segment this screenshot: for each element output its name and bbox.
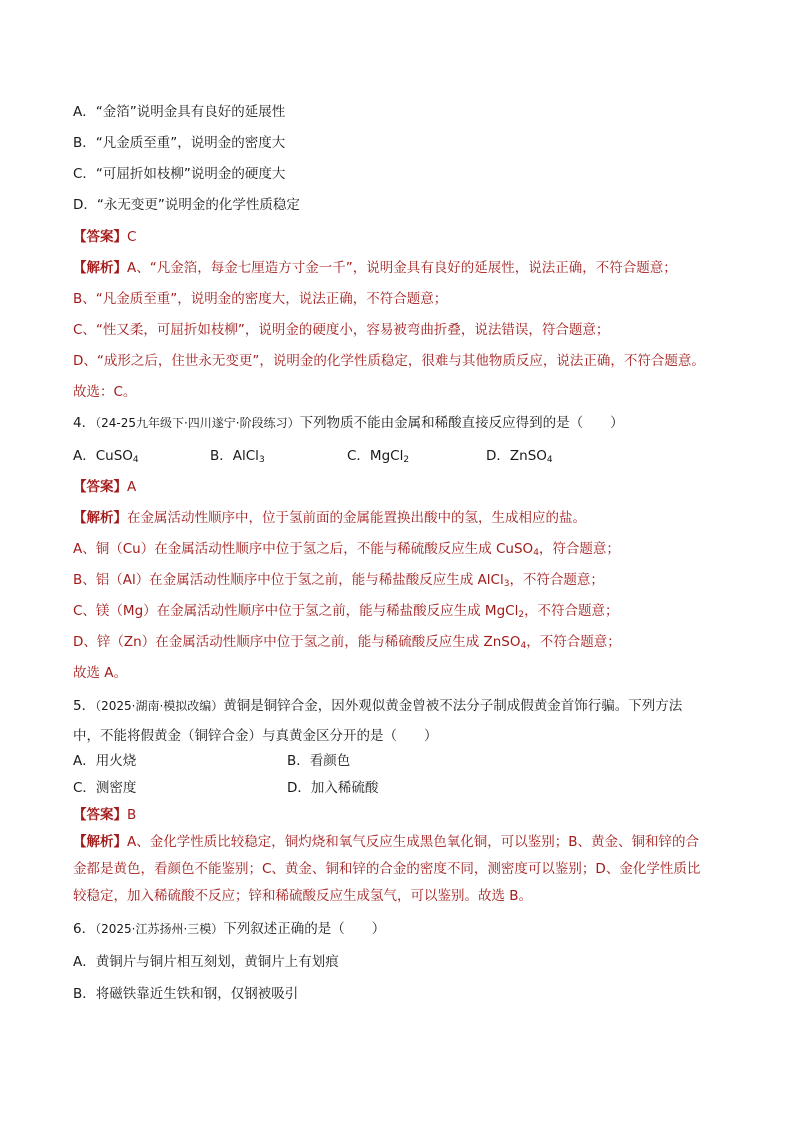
q3-option-d: D．“永无变更”说明金的化学性质稳定 — [73, 197, 300, 213]
q4-analysis-line: C、镁（Mg）在金属活动性顺序中位于氢之前，能与稀盐酸反应生成 MgCl$_2$，不符合题意； — [73, 603, 619, 620]
q3-option-a: A．“金箔”说明金具有良好的延展性 — [73, 104, 286, 120]
q3-analysis-line: D、“成形之后，住世永无变更”，说明金的化学性质稳定，很难与其他物质反应，说法正确，不符合题意。 — [73, 353, 705, 369]
analysis-text: A、“凡金箔，每金七厘造方寸金一千”，说明金具有良好的延展性，说法正确，不符合题意； — [127, 260, 677, 276]
q5-answer — [73, 805, 734, 825]
q4-option-b: B．AlCl$_3$ — [210, 448, 265, 465]
q4-stem — [73, 413, 734, 433]
analysis-tag: 【解析】 — [73, 510, 127, 526]
answer-value: A — [127, 479, 137, 495]
q4-conclusion: 故选 A。 — [73, 665, 128, 681]
q4-analysis-line: D、锌（Zn）在金属活动性顺序中位于氢之前，能与稀硫酸反应生成 ZnSO$_4$，不符合题意； — [73, 634, 621, 651]
q3-analysis-line — [73, 258, 734, 278]
q3-option-c: C．“可屈折如枝柳”说明金的硬度大 — [73, 166, 286, 182]
q4-answer — [73, 477, 734, 497]
q3-analysis-line: C、“性又柔，可屈折如枝柳”，说明金的硬度小，容易被弯曲折叠，说法错误，符合题意； — [73, 322, 610, 338]
answer-tag: 【答案】 — [73, 229, 127, 245]
q5-stem — [73, 696, 734, 716]
q3-analysis-line: B、“凡金质至重”，说明金的密度大，说法正确，不符合题意； — [73, 291, 448, 307]
analysis-tag: 【解析】 — [73, 834, 127, 850]
q4-option-c: C．MgCl$_2$ — [347, 448, 410, 465]
question-source: （2025·湖南·模拟改编） — [95, 699, 224, 713]
q5-analysis-line — [73, 832, 734, 852]
q5-option-b: B．看颜色 — [287, 753, 351, 769]
question-text: 黄铜是铜锌合金，因外观似黄金曾被不法分子制成假黄金首饰行骗。下列方法 — [223, 698, 683, 714]
question-number: 4． — [73, 415, 96, 431]
q3-answer — [73, 227, 734, 247]
question-number: 5． — [73, 698, 96, 714]
question-text: 下列物质不能由金属和稀酸直接反应得到的是（ ） — [299, 415, 624, 431]
q4-analysis-line — [73, 508, 734, 528]
answer-tag: 【答案】 — [73, 807, 127, 823]
q5-analysis-line: 金都是黄色，看颜色不能鉴别；C、黄金、铜和锌的合金的密度不同，测密度可以鉴别；D、金化学性质比 — [73, 861, 701, 877]
q6-stem — [73, 919, 734, 939]
question-number: 6． — [73, 921, 96, 937]
analysis-text: 在金属活动性顺序中，位于氢前面的金属能置换出酸中的氢，生成相应的盐。 — [127, 510, 586, 526]
q5-stem-line2: 中，不能将假黄金（铜锌合金）与真黄金区分开的是（ ） — [73, 728, 438, 744]
question-text: 下列叙述正确的是（ ） — [223, 921, 386, 937]
q5-analysis-line: 较稳定，加入稀硫酸不反应；锌和稀硫酸反应生成氢气，可以鉴别。故选 B。 — [73, 888, 533, 904]
q5-option-a: A．用火烧 — [73, 753, 137, 769]
q3-option-b: B．“凡金质至重”，说明金的密度大 — [73, 135, 286, 151]
answer-value: B — [127, 807, 137, 823]
answer-tag: 【答案】 — [73, 479, 127, 495]
question-source: （2025·江苏扬州·三模） — [95, 922, 224, 936]
q5-option-c: C．测密度 — [73, 780, 137, 796]
answer-value: C — [127, 229, 137, 245]
q4-analysis-line: A、铜（Cu）在金属活动性顺序中位于氢之后，不能与稀硫酸反应生成 CuSO$_4$，符合题意； — [73, 541, 620, 558]
q4-option-a: A．CuSO$_4$ — [73, 448, 139, 465]
analysis-text: A、金化学性质比较稳定，铜灼烧和氧气反应生成黑色氧化铜，可以鉴别；B、黄金、铜和锌的合 — [127, 834, 699, 850]
q4-option-d: D．ZnSO$_4$ — [486, 448, 553, 465]
q6-option-b: B．将磁铁靠近生铁和钢，仅钢被吸引 — [73, 986, 299, 1002]
q6-option-a: A．黄铜片与铜片相互刻划，黄铜片上有划痕 — [73, 954, 339, 970]
q4-analysis-line: B、铝（Al）在金属活动性顺序中位于氢之前，能与稀盐酸反应生成 AlCl$_3$，不符合题意； — [73, 572, 604, 589]
question-source: （24-25九年级下·四川遂宁·阶段练习） — [95, 416, 300, 430]
analysis-tag: 【解析】 — [73, 260, 127, 276]
q3-analysis-line: 故选：C。 — [73, 384, 137, 400]
q5-option-d: D．加入稀硫酸 — [287, 780, 379, 796]
